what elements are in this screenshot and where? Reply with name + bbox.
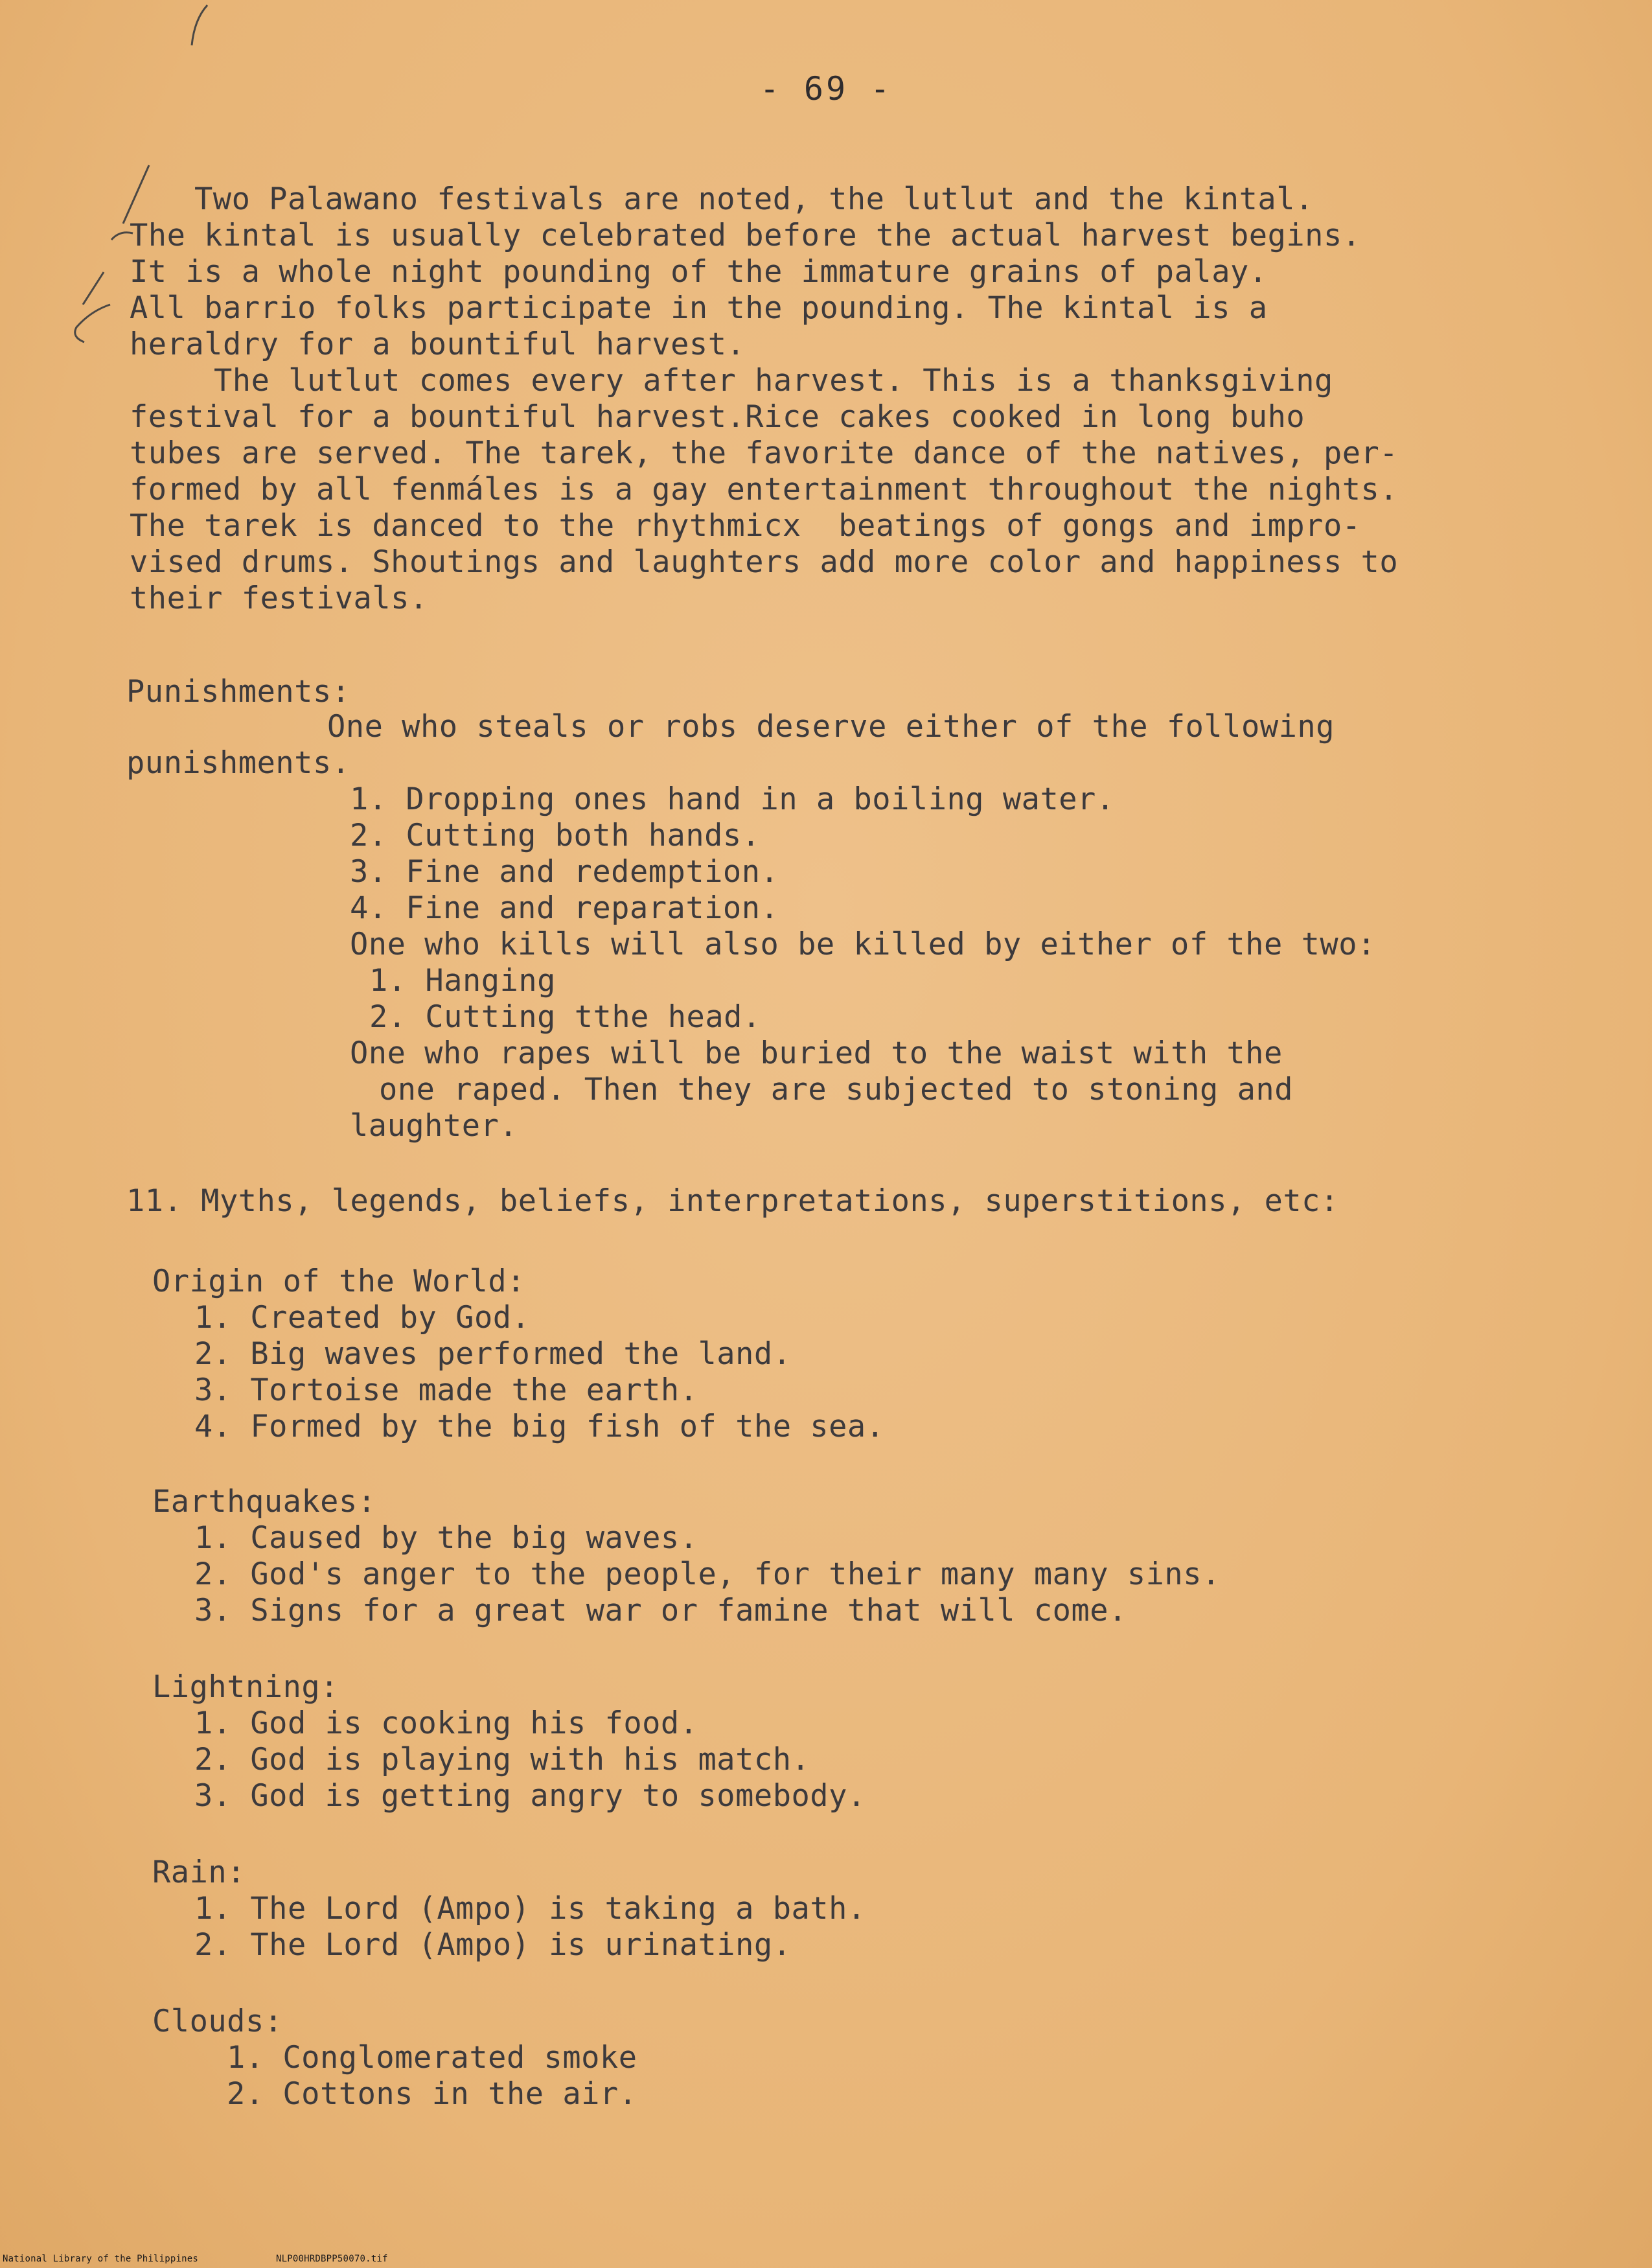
festivals-line: their festivals. [130,581,428,616]
punishments-line: One who kills will also be killed by either of the two: [350,927,1376,962]
punishment-item: 2. Cutting both hands. [350,818,761,853]
punishment-item: 1. Dropping ones hand in a boiling water. [350,781,1115,817]
punishment-item: 4. Fine and reparation. [350,890,779,926]
scan-footer [3,2254,388,2264]
rain-item: 1. The Lord (Ampo) is taking a bath. [194,1891,866,1927]
earthquakes-heading: Earthquakes: [152,1484,376,1520]
clouds-item: 1. Conglomerated smoke [227,2040,637,2076]
lightning-heading: Lightning: [152,1669,339,1705]
rain-heading: Rain: [152,1855,246,1890]
section-11-heading: 11. Myths, legends, beliefs, interpretations, superstitions, etc: [126,1183,1339,1219]
punishment-item: 2. Cutting tthe head. [369,999,761,1035]
punishment-item: 3. Fine and redemption. [350,854,779,890]
festivals-line: The kintal is usually celebrated before the actual harvest begins. [130,218,1361,253]
punishments-line: punishments. [126,745,350,781]
punishments-line: laughter. [350,1108,518,1144]
clouds-heading: Clouds: [152,2004,283,2039]
lightning-item: 1. God is cooking his food. [194,1706,698,1741]
festivals-line: The lutlut comes every after harvest. This is a thanksgiving [214,363,1333,399]
earthquakes-item: 2. God's anger to the people, for their many many sins. [194,1556,1221,1592]
festivals-line: The tarek is danced to the rhythmicx beatings of gongs and impro- [130,508,1361,544]
rain-item: 2. The Lord (Ampo) is urinating. [194,1927,792,1963]
festivals-line: Two Palawano festivals are noted, the lutlut and the kintal. [194,181,1314,217]
earthquakes-item: 3. Signs for a great war or famine that will come. [194,1593,1127,1628]
lightning-item: 3. God is getting angry to somebody. [194,1778,866,1814]
clouds-item: 2. Cottons in the air. [227,2076,637,2112]
punishments-heading: Punishments: [126,674,350,710]
festivals-line: vised drums. Shoutings and laughters add more color and happiness to [130,544,1399,580]
origin-item: 4. Formed by the big fish of the sea. [194,1409,885,1444]
punishments-line: One who rapes will be buried to the waist with the [350,1036,1283,1071]
festivals-line: All barrio folks participate in the pounding. The kintal is a [130,290,1268,326]
earthquakes-item: 1. Caused by the big waves. [194,1520,698,1556]
origin-item: 2. Big waves performed the land. [194,1336,792,1372]
footer-library: National Library of the Philippines [3,2254,199,2264]
punishments-line: one raped. Then they are subjected to stoning and [379,1072,1294,1107]
festivals-line: formed by all fenmáles is a gay entertainment throughout the nights. [130,472,1399,507]
festivals-line: heraldry for a bountiful harvest. [130,327,746,362]
festivals-line: It is a whole night pounding of the immature grains of palay. [130,254,1268,290]
origin-item: 3. Tortoise made the earth. [194,1372,698,1408]
festivals-line: festival for a bountiful harvest.Rice cakes cooked in long buho [130,399,1305,435]
lightning-item: 2. God is playing with his match. [194,1742,810,1777]
festivals-line: tubes are served. The tarek, the favorite dance of the natives, per- [130,435,1399,471]
punishments-line: One who steals or robs deserve either of the following [327,709,1335,745]
origin-item: 1. Created by God. [194,1300,531,1336]
punishment-item: 1. Hanging [369,963,556,999]
origin-heading: Origin of the World: [152,1264,525,1299]
page-number: - 69 - [759,70,893,108]
footer-filename: NLP00HRDBPP50070.tif [276,2254,388,2264]
